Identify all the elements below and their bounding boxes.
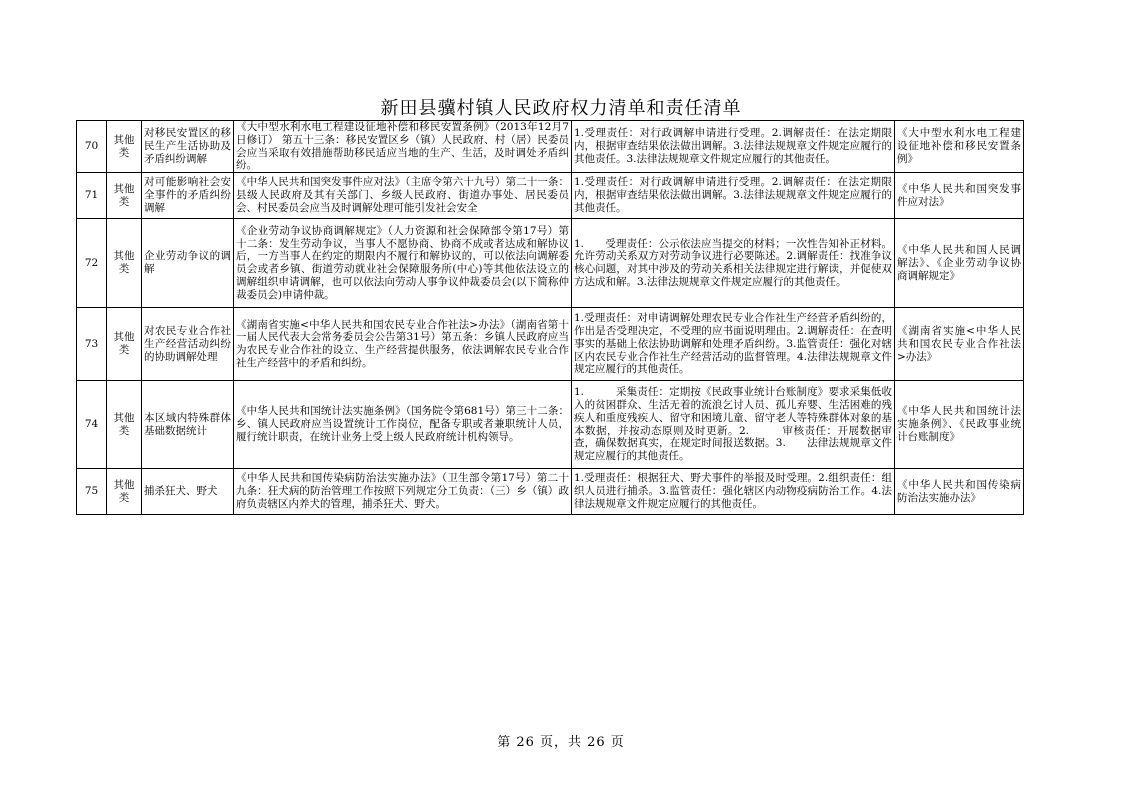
power-name: 企业劳动争议的调解	[142, 219, 234, 308]
legal-basis: 《企业劳动争议协商调解规定》（人力资源和社会保障部令第17号）第十二条：发生劳动争议，当事人不愿协商、协商不成或者达成和解协议后，一方当事人在约定的期限内不履行和解协议的，可以依法向调解委员会或者乡镇、街道劳动就业社会保障服务所(中心)等其他依法设立的调解组织申请调解，也可以依法向劳动人事争议仲裁委员会(以下简称仲裁委员会)申请仲裁。	[234, 219, 572, 308]
responsibility-items: 1.受理责任：根据狂犬、野犬事件的举报及时受理。2.组织责任：组织人员进行捕杀。3.监管责任：强化辖区内动物疫病防治工作。4.法律法规规章文件规定应履行的其他责任。	[572, 469, 895, 515]
power-name: 对可能影响社会安全事件的矛盾纠纷调解	[142, 173, 234, 219]
responsibility-items: 1.受理责任：对行政调解申请进行受理。2.调解责任：在法定期限内，根据审查结果依法做出调解。3.法律法规规章文件规定应履行的其他责任。	[572, 173, 895, 219]
table-row	[77, 121, 1024, 173]
table-row	[77, 381, 1024, 469]
table-row	[77, 173, 1024, 219]
row-number: 71	[77, 173, 107, 219]
responsibility-items: 1. 采集责任：定期按《民政事业统计台账制度》要求采集低收入的贫困群众、生活无着的流浪乞讨人员、孤儿弃婴、生活困难的残疾人和重度残疾人、留守和困境儿童、留守老人等特殊群体对象的基本数据，并按动态原则及时更新。2. 审核责任：开展数据审查，确保数据真实，在规定时间报送数据。3. 法律法规规章文件规定应履行的其他责任。	[572, 381, 895, 469]
row-number: 75	[77, 469, 107, 515]
reference-law: 《中华人民共和国人民调解法》、《企业劳动争议协商调解规定》	[895, 219, 1024, 308]
reference-law: 《大中型水利水电工程建设征地补偿和移民安置条例》	[895, 121, 1024, 173]
responsibility-items: 1.受理责任：对行政调解申请进行受理。2.调解责任：在法定期限内，根据审查结果依法做出调解。3.法律法规规章文件规定应履行的其他责任。3.法律法规规章文件规定应履行的其他责任。	[572, 121, 895, 173]
row-number: 72	[77, 219, 107, 308]
reference-law: 《中华人民共和国突发事件应对法》	[895, 173, 1024, 219]
power-name: 对移民安置区的移民生产生活协助及矛盾纠纷调解	[142, 121, 234, 173]
power-type: 其他类	[107, 469, 142, 515]
legal-basis: 《中华人民共和国突发事件应对法》（主席令第六十九号）第二十一条：县级人民政府及其有关部门、乡级人民政府、街道办事处、居民委员会、村民委员会应当及时调解处理可能引发社会安全	[234, 173, 572, 219]
table-row	[77, 219, 1024, 308]
table-row	[77, 308, 1024, 381]
row-number: 73	[77, 308, 107, 381]
table-row	[77, 469, 1024, 515]
legal-basis: 《中华人民共和国统计法实施条例》（国务院令第681号）第三十二条：乡、镇人民政府应当设置统计工作岗位，配备专职或者兼职统计人员，履行统计职责，在统计业务上受上级人民政府统计机构领导。	[234, 381, 572, 469]
power-type: 其他类	[107, 121, 142, 173]
reference-law: 《中华人民共和国传染病防治法实施办法》	[895, 469, 1024, 515]
legal-basis: 《湖南省实施<中华人民共和国农民专业合作社法>办法》（湖南省第十一届人民代表大会常务委员会公告第31号）第五条：乡镇人民政府应当为农民专业合作社的设立、生产经营提供服务，依法调解农民专业合作社生产经营中的矛盾和纠纷。	[234, 308, 572, 381]
page-footer: 第 26 页，共 26 页	[497, 735, 625, 750]
power-type: 其他类	[107, 308, 142, 381]
legal-basis: 《大中型水利水电工程建设征地补偿和移民安置条例》（2013年12月7日修订） 第五十三条：移民安置区乡（镇）人民政府、村（居）民委员会应当采取有效措施帮助移民适应当地的生产、生活，及时调处矛盾纠纷。	[234, 121, 572, 173]
reference-law: 《湖南省实施<中华人民共和国农民专业合作社法>办法》	[895, 308, 1024, 381]
responsibility-items: 1. 受理责任：公示依法应当提交的材料；一次性告知补正材料。允许劳动关系双方对劳动争议进行必要陈述。2.调解责任：找准争议核心问题，对其中涉及的劳动关系相关法律规定进行解读，并促使双方达成和解。3.法律法规规章文件规定应履行的其他责任。	[572, 219, 895, 308]
power-name: 本区域内特殊群体基础数据统计	[142, 381, 234, 469]
power-name: 捕杀狂犬、野犬	[142, 469, 234, 515]
power-type: 其他类	[107, 173, 142, 219]
row-number: 74	[77, 381, 107, 469]
reference-law: 《中华人民共和国统计法实施条例》、《民政事业统计台账制度》	[895, 381, 1024, 469]
power-responsibility-table	[76, 120, 1024, 515]
power-type: 其他类	[107, 219, 142, 308]
row-number: 70	[77, 121, 107, 173]
responsibility-items: 1.受理责任：对申请调解处理农民专业合作社生产经营矛盾纠纷的，作出是否受理决定，不受理的应书面说明理由。2.调解责任：在查明事实的基础上依法协助调解和处理矛盾纠纷。3.监管责任：强化对辖区内农民专业合作社生产经营活动的监督管理。4.法律法规规章文件规定应履行的其他责任。	[572, 308, 895, 381]
legal-basis: 《中华人民共和国传染病防治法实施办法》（卫生部令第17号）第二十九条：狂犬病的防治管理工作按照下列规定分工负责：（三）乡（镇）政府负责辖区内养犬的管理，捕杀狂犬、野犬。	[234, 469, 572, 515]
power-type: 其他类	[107, 381, 142, 469]
power-name: 对农民专业合作社生产经营活动纠纷的协助调解处理	[142, 308, 234, 381]
page-title: 新田县骥村镇人民政府权力清单和责任清单	[380, 98, 742, 119]
